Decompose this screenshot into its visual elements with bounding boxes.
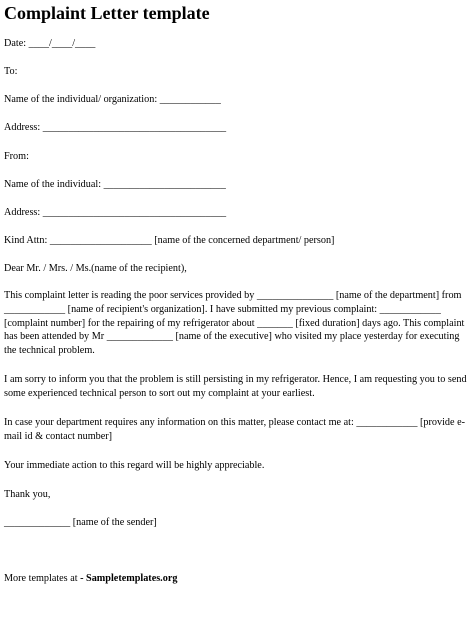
- paragraph-immediate-action: Your immediate action to this regard will be highly appreciable.: [4, 460, 265, 471]
- footer-prefix: More templates at: [4, 573, 81, 584]
- date-line: Date: ____/____/____: [4, 38, 96, 49]
- footer-site-link[interactable]: - Sampletemplates.org: [80, 573, 178, 584]
- sender-name-line: Name of the individual: ________________________: [4, 179, 226, 190]
- sender-address-line: Address: ____________________________________: [4, 207, 227, 218]
- paragraph-service-complaint: This complaint letter is reading the poor services provided by _______________ [name of the department] from ____________ [name of recipient's organization]. I have submitted my previous complaint: ____________ [complaint number] for the repairing of my refrigerator about _______ [fixed duration] days ago. This complaint has been attended by Mr _____________ [name of the executive] who visited my place yesterday for executing the technical problem.: [4, 290, 465, 357]
- recipient-name-line: Name of the individual/ organization: ____________: [4, 94, 221, 105]
- paragraph-problem-persisting: I am sorry to inform you that the problem is still persisting in my refrigerator. Hence, I am requesting you to send some experienced technical person to sort out my complaint at your earliest.: [4, 374, 467, 399]
- footer: [4, 572, 177, 585]
- kind-attn-line: Kind Attn: ____________________ [name of the concerned department/ person]: [4, 235, 335, 246]
- signature-line: _____________ [name of the sender]: [4, 517, 157, 528]
- letter-page: [4, 0, 470, 621]
- closing: Thank you,: [4, 489, 51, 500]
- recipient-address-line: Address: ____________________________________: [4, 122, 227, 133]
- from-label: From:: [4, 151, 29, 162]
- salutation: Dear Mr. / Mrs. / Ms.(name of the recipient),: [4, 263, 187, 274]
- page-title: Complaint Letter template: [4, 3, 210, 23]
- paragraph-contact-info: In case your department requires any information on this matter, please contact me at: ____________ [provide e-mail id & contact number]: [4, 417, 465, 442]
- to-label: To:: [4, 66, 18, 77]
